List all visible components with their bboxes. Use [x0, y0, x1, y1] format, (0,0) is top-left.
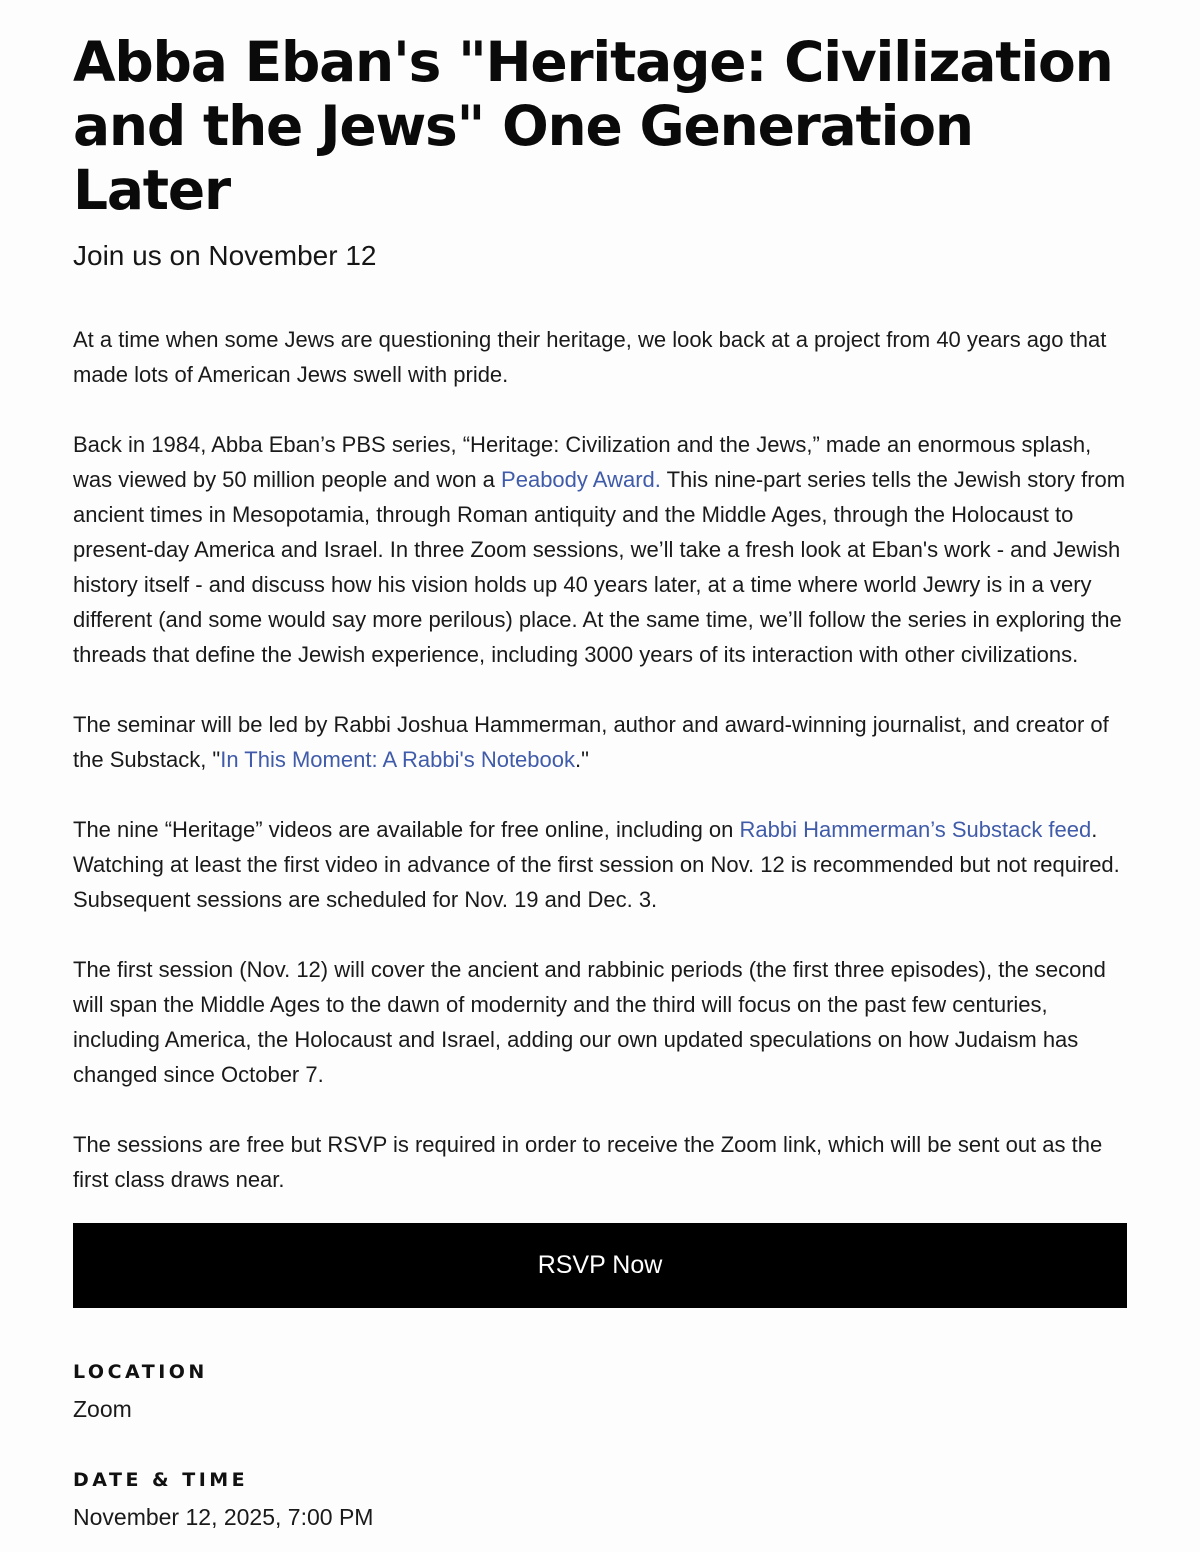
event-description	[73, 322, 1127, 1197]
rsvp-button[interactable]: RSVP Now	[73, 1223, 1127, 1308]
paragraph-2-text-start: Back in 1984, Abba Eban’s PBS series, “Heritage: Civilization and the Jews,” made an enormous splash, was viewed by 50 million people and won a	[73, 432, 1092, 492]
event-title: Abba Eban's "Heritage: Civilization and the Jews" One Generation Later	[73, 30, 1113, 222]
datetime-section	[73, 1468, 1127, 1532]
location-label: LOCATION	[73, 1361, 208, 1383]
paragraph-4-text-end: . Watching at least the first video in advance of the first session on Nov. 12 is recommended but not required. Subsequent sessions are scheduled for Nov. 19 and Dec. 3.	[73, 817, 1120, 912]
substack-notebook-link[interactable]: In This Moment: A Rabbi's Notebook	[220, 747, 575, 772]
paragraph-3-text-end: ."	[575, 747, 589, 772]
location-section	[73, 1360, 1127, 1424]
peabody-award-link[interactable]: Peabody Award.	[501, 467, 661, 492]
description-paragraph-3	[73, 707, 1127, 777]
paragraph-3-text-start: The seminar will be led by Rabbi Joshua Hammerman, author and award-winning journalist, and creator of the Substack, "	[73, 712, 1109, 772]
description-paragraph-6: The sessions are free but RSVP is required in order to receive the Zoom link, which will be sent out as the first class draws near.	[73, 1132, 1103, 1192]
location-value: Zoom	[73, 1396, 132, 1422]
event-subtitle: Join us on November 12	[73, 240, 377, 271]
substack-feed-link[interactable]: Rabbi Hammerman’s Substack feed	[739, 817, 1092, 842]
description-paragraph-2	[73, 427, 1127, 672]
paragraph-2-text-end: This nine-part series tells the Jewish story from ancient times in Mesopotamia, through Roman antiquity and the Middle Ages, through the Holocaust to present-day America and Israel. In three Zoom sessions, we’ll take a fresh look at Eban's work - and Jewish history itself - and discuss how his vision holds up 40 years later, at a time where world Jewry is in a very different (and some would say more perilous) place. At the same time, we’ll follow the series in exploring the threads that define the Jewish experience, including 3000 years of its interaction with other civilizations.	[73, 467, 1126, 667]
event-content	[73, 30, 1127, 1532]
datetime-value: November 12, 2025, 7:00 PM	[73, 1504, 374, 1530]
description-paragraph-5: The first session (Nov. 12) will cover the ancient and rabbinic periods (the first three episodes), the second will span the Middle Ages to the dawn of modernity and the third will focus on the past few centuries, including America, the Holocaust and Israel, adding our own updated speculations on how Judaism has changed since October 7.	[73, 957, 1106, 1087]
description-paragraph-4	[73, 812, 1127, 917]
description-paragraph-1: At a time when some Jews are questioning their heritage, we look back at a project from 40 years ago that made lots of American Jews swell with pride.	[73, 327, 1107, 387]
paragraph-4-text-start: The nine “Heritage” videos are available for free online, including on	[73, 817, 740, 842]
datetime-label: DATE & TIME	[73, 1469, 249, 1491]
